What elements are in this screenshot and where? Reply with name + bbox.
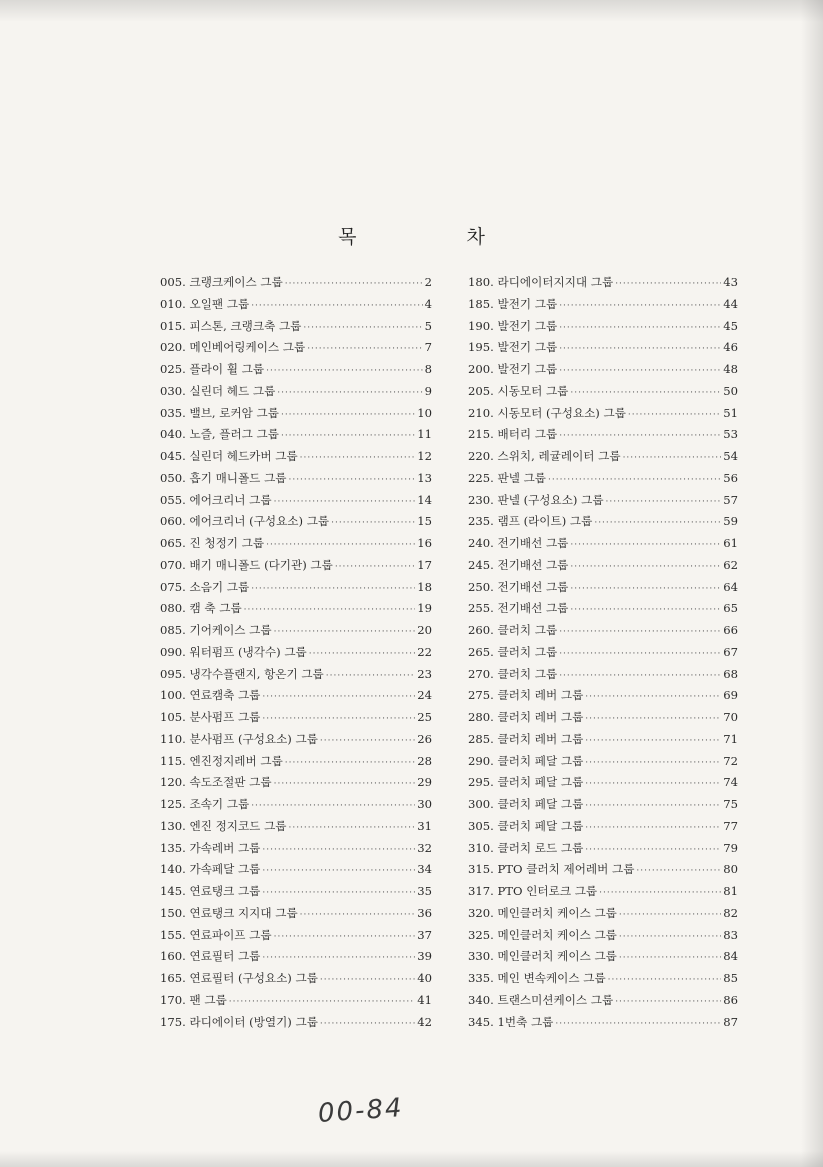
toc-entry xyxy=(160,729,432,751)
toc-entry xyxy=(468,990,738,1012)
toc-entry xyxy=(160,881,432,903)
toc-entry xyxy=(468,424,738,446)
toc-entry-page: 30 xyxy=(417,797,432,811)
toc-entry-page: 42 xyxy=(417,1014,432,1029)
toc-entry-label: 300. 클러치 페달 그룹 xyxy=(468,797,584,811)
toc-entry-page: 32 xyxy=(417,840,432,855)
toc-entry-page: 34 xyxy=(417,862,432,877)
handwritten-note: 00-84 xyxy=(317,1093,405,1129)
toc-entry-label: 215. 배터리 그룹 xyxy=(468,427,558,442)
toc-entry-page: 20 xyxy=(417,623,432,637)
toc-entry-label: 265. 클러치 그룹 xyxy=(468,644,558,659)
toc-entry-page: 77 xyxy=(723,818,738,833)
toc-entry xyxy=(468,316,738,338)
toc-entry xyxy=(468,925,738,947)
dot-leader xyxy=(262,861,415,883)
toc-entry-page: 70 xyxy=(723,710,738,724)
toc-entry-page: 72 xyxy=(723,753,738,768)
dot-leader xyxy=(262,883,415,905)
toc-entry-page: 64 xyxy=(723,579,738,594)
dot-leader xyxy=(619,927,721,949)
dot-leader xyxy=(559,296,721,318)
toc-entry xyxy=(160,685,432,707)
toc-entry-label: 155. 연료파이프 그룹 xyxy=(160,927,272,942)
toc-entry-label: 225. 판넬 그룹 xyxy=(468,470,546,485)
toc-entry xyxy=(468,468,738,490)
toc-entry-page: 10 xyxy=(417,405,432,420)
toc-entry xyxy=(160,772,432,794)
dot-leader xyxy=(559,644,721,666)
toc-entry xyxy=(160,555,432,577)
toc-entry-label: 255. 전기배선 그룹 xyxy=(468,601,569,616)
dot-leader xyxy=(274,927,416,949)
toc-entry-page: 84 xyxy=(723,949,738,964)
toc-entry xyxy=(160,990,432,1012)
toc-entry xyxy=(468,881,738,903)
toc-entry-label: 140. 가속페달 그룹 xyxy=(160,862,261,877)
toc-entry-page: 28 xyxy=(417,753,432,768)
toc-entry xyxy=(468,685,738,707)
toc-entry xyxy=(468,859,738,881)
toc-entry xyxy=(160,403,432,425)
dot-leader xyxy=(555,1014,721,1036)
dot-leader xyxy=(262,948,415,970)
toc-entry-page: 15 xyxy=(417,514,432,529)
toc-entry xyxy=(468,359,738,381)
toc-entry-label: 270. 클러치 그룹 xyxy=(468,666,558,681)
toc-entry-label: 310. 클러치 로드 그룹 xyxy=(468,840,584,855)
dot-leader xyxy=(274,774,416,796)
toc-entry xyxy=(468,838,738,860)
toc-entry-page: 26 xyxy=(417,731,432,746)
toc-entry-page: 5 xyxy=(424,318,432,333)
toc-entry xyxy=(160,490,432,512)
toc-entry-page: 18 xyxy=(417,579,432,594)
toc-entry xyxy=(468,272,738,294)
toc-entry-label: 135. 가속레버 그룹 xyxy=(160,840,261,855)
toc-entry-page: 71 xyxy=(723,731,738,746)
toc-entry xyxy=(468,729,738,751)
toc-entry-label: 025. 플라이 휠 그룹 xyxy=(160,362,265,376)
dot-leader xyxy=(300,448,416,470)
toc-entry-page: 19 xyxy=(417,601,432,616)
dot-leader xyxy=(559,339,721,361)
toc-entry-label: 195. 발전기 그룹 xyxy=(468,340,558,355)
toc-entry xyxy=(160,664,432,686)
dot-leader xyxy=(266,361,423,383)
toc-entry-label: 240. 전기배선 그룹 xyxy=(468,536,569,550)
toc-entry-label: 090. 워터펌프 (냉각수) 그룹 xyxy=(160,644,307,659)
toc-entry-page: 82 xyxy=(723,905,738,920)
toc-entry-label: 145. 연료탱크 그룹 xyxy=(160,884,261,898)
toc-entry-page: 7 xyxy=(424,340,432,355)
dot-leader xyxy=(559,318,721,340)
toc-entry-page: 2 xyxy=(424,275,432,289)
dot-leader xyxy=(262,687,415,709)
toc-entry xyxy=(468,664,738,686)
toc-entry-label: 015. 피스톤, 크랭크축 그룹 xyxy=(160,318,302,333)
toc-entry-label: 010. 오일팬 그룹 xyxy=(160,296,250,311)
toc-entry xyxy=(468,946,738,968)
toc-entry-label: 305. 클러치 페달 그룹 xyxy=(468,818,584,833)
toc-entry-label: 200. 발전기 그룹 xyxy=(468,362,558,376)
dot-leader xyxy=(570,535,721,557)
dot-leader xyxy=(585,687,721,709)
toc-entry-page: 61 xyxy=(723,536,738,550)
dot-leader xyxy=(585,774,721,796)
toc-entry xyxy=(468,1012,738,1034)
toc-entry xyxy=(468,968,738,990)
dot-leader xyxy=(244,600,416,622)
scan-shadow-top xyxy=(0,0,823,22)
toc-entry-label: 285. 클러치 레버 그룹 xyxy=(468,731,584,746)
toc-entry xyxy=(468,403,738,425)
dot-leader xyxy=(606,492,722,514)
toc-entry xyxy=(468,511,738,533)
toc-entry-label: 175. 라디에이터 (방열기) 그룹 xyxy=(160,1014,318,1029)
dot-leader xyxy=(281,405,415,427)
toc-entry-label: 160. 연료필터 그룹 xyxy=(160,949,261,964)
toc-entry-page: 13 xyxy=(417,470,432,485)
toc-entry-page: 24 xyxy=(417,688,432,703)
toc-entry-label: 210. 시동모터 (구성요소) 그룹 xyxy=(468,405,626,420)
toc-entry xyxy=(160,707,432,729)
toc-entry-label: 070. 배기 매니폴드 (다기관) 그룹 xyxy=(160,557,333,572)
toc-entry xyxy=(468,446,738,468)
toc-entry-page: 9 xyxy=(424,383,432,398)
toc-entry xyxy=(468,707,738,729)
dot-leader xyxy=(288,818,415,840)
toc-entry-page: 74 xyxy=(723,775,738,790)
dot-leader xyxy=(266,535,415,557)
toc-entry-label: 050. 흡기 매니폴드 그룹 xyxy=(160,470,287,485)
toc-entry-page: 54 xyxy=(723,449,738,463)
toc-entry-label: 250. 전기배선 그룹 xyxy=(468,579,569,594)
dot-leader xyxy=(320,970,415,992)
dot-leader xyxy=(615,992,721,1014)
toc-entry-page: 37 xyxy=(417,927,432,942)
dot-leader xyxy=(570,579,721,601)
dot-leader xyxy=(615,274,721,296)
dot-leader xyxy=(585,753,721,775)
toc-entry-page: 68 xyxy=(723,666,738,681)
dot-leader xyxy=(277,383,422,405)
toc-entry-page: 69 xyxy=(723,688,738,703)
toc-entry-label: 230. 판넬 (구성요소) 그룹 xyxy=(468,492,604,507)
dot-leader xyxy=(262,709,415,731)
toc-entry-label: 260. 클러치 그룹 xyxy=(468,623,558,637)
toc-entry-label: 125. 조속기 그룹 xyxy=(160,797,250,811)
toc-entry xyxy=(160,533,432,555)
dot-leader xyxy=(559,426,721,448)
toc-entry xyxy=(160,620,432,642)
dot-leader xyxy=(570,600,721,622)
toc-entry-label: 020. 메인베어링케이스 그룹 xyxy=(160,340,306,355)
dot-leader xyxy=(303,318,422,340)
toc-entry-page: 22 xyxy=(417,644,432,659)
toc-entry xyxy=(468,772,738,794)
toc-entry-page: 81 xyxy=(723,884,738,898)
toc-entry-label: 005. 크랭크케이스 그룹 xyxy=(160,275,283,289)
dot-leader xyxy=(619,905,721,927)
toc-entry xyxy=(160,794,432,816)
toc-entry xyxy=(160,859,432,881)
toc-entry-page: 29 xyxy=(417,775,432,790)
toc-entry-page: 39 xyxy=(417,949,432,964)
dot-leader xyxy=(335,557,415,579)
dot-leader xyxy=(594,513,721,535)
toc-entry-label: 080. 캠 축 그룹 xyxy=(160,601,242,616)
toc-entry xyxy=(160,838,432,860)
toc-entry-page: 48 xyxy=(723,362,738,376)
toc-entry-page: 25 xyxy=(417,710,432,724)
toc-entry-page: 67 xyxy=(723,644,738,659)
toc-entry xyxy=(160,577,432,599)
toc-entry-page: 40 xyxy=(417,971,432,985)
toc-entry-label: 290. 클러치 페달 그룹 xyxy=(468,753,584,768)
toc-entry xyxy=(160,446,432,468)
toc-title: 목 차 xyxy=(338,226,537,248)
toc-entry xyxy=(468,490,738,512)
toc-entry-label: 035. 밸브, 로커암 그룹 xyxy=(160,405,279,420)
toc-entry-page: 41 xyxy=(417,992,432,1007)
dot-leader xyxy=(285,274,423,296)
dot-leader xyxy=(274,622,416,644)
toc-entry xyxy=(160,903,432,925)
toc-entry xyxy=(468,337,738,359)
scan-shadow-bottom xyxy=(0,1151,823,1167)
toc-entry xyxy=(160,424,432,446)
toc-entry-page: 80 xyxy=(723,862,738,877)
toc-entry-page: 23 xyxy=(417,666,432,681)
toc-entry-label: 130. 엔진 정지코드 그룹 xyxy=(160,818,287,833)
dot-leader xyxy=(628,405,721,427)
dot-leader xyxy=(320,1014,415,1036)
toc-entry-label: 220. 스위치, 레귤레이터 그룹 xyxy=(468,449,621,463)
toc-entry-page: 51 xyxy=(723,405,738,420)
toc-entry-label: 205. 시동모터 그룹 xyxy=(468,383,569,398)
toc-entry-page: 75 xyxy=(723,797,738,811)
toc-entry-label: 335. 메인 변속케이스 그룹 xyxy=(468,971,606,985)
dot-leader xyxy=(281,426,415,448)
toc-entry-label: 075. 소음기 그룹 xyxy=(160,579,250,594)
toc-entry xyxy=(468,381,738,403)
dot-leader xyxy=(570,557,721,579)
toc-entry-page: 4 xyxy=(424,296,432,311)
toc-entry xyxy=(160,751,432,773)
toc-entry-page: 44 xyxy=(723,296,738,311)
toc-entry-page: 36 xyxy=(417,905,432,920)
toc-entry-label: 040. 노즐, 플러그 그룹 xyxy=(160,427,279,442)
dot-leader xyxy=(251,796,415,818)
toc-entry-label: 325. 메인클러치 케이스 그룹 xyxy=(468,927,617,942)
toc-entry-label: 055. 에어크리너 그룹 xyxy=(160,492,272,507)
toc-entry-page: 8 xyxy=(424,362,432,376)
toc-entry-page: 31 xyxy=(417,818,432,833)
toc-entry xyxy=(160,925,432,947)
dot-leader xyxy=(585,840,721,862)
toc-entry-label: 315. PTO 클러치 제어레버 그룹 xyxy=(468,862,635,877)
toc-entry-page: 43 xyxy=(723,275,738,289)
dot-leader xyxy=(623,448,722,470)
toc-entry-label: 235. 램프 (라이트) 그룹 xyxy=(468,514,593,529)
toc-entry xyxy=(160,316,432,338)
dot-leader xyxy=(251,296,422,318)
toc-entry-page: 53 xyxy=(723,427,738,442)
toc-entry-label: 120. 속도조절판 그룹 xyxy=(160,775,272,790)
toc-entry-page: 46 xyxy=(723,340,738,355)
toc-entry-label: 065. 진 청정기 그룹 xyxy=(160,536,265,550)
dot-leader xyxy=(251,579,415,601)
dot-leader xyxy=(307,339,422,361)
dot-leader xyxy=(300,905,416,927)
dot-leader xyxy=(619,948,721,970)
toc-entry xyxy=(160,337,432,359)
toc-entry-label: 100. 연료캠축 그룹 xyxy=(160,688,261,703)
toc-entry-page: 85 xyxy=(723,971,738,985)
toc-entry xyxy=(468,620,738,642)
dot-leader xyxy=(599,883,721,905)
toc-entry-label: 245. 전기배선 그룹 xyxy=(468,557,569,572)
toc-entry xyxy=(468,598,738,620)
toc-entry xyxy=(468,533,738,555)
toc-entry xyxy=(160,294,432,316)
toc-entry xyxy=(160,946,432,968)
dot-leader xyxy=(331,513,415,535)
toc-right-column xyxy=(468,272,738,1033)
toc-entry xyxy=(160,642,432,664)
toc-entry-label: 320. 메인클러치 케이스 그룹 xyxy=(468,905,617,920)
toc-entry-label: 330. 메인클러치 케이스 그룹 xyxy=(468,949,617,964)
toc-entry xyxy=(160,272,432,294)
toc-entry xyxy=(468,903,738,925)
toc-entry-page: 87 xyxy=(723,1014,738,1029)
toc-entry-label: 150. 연료탱크 지지대 그룹 xyxy=(160,905,298,920)
toc-entry-page: 50 xyxy=(723,383,738,398)
toc-entry-page: 86 xyxy=(723,992,738,1007)
dot-leader xyxy=(585,796,721,818)
toc-entry xyxy=(160,1012,432,1034)
dot-leader xyxy=(229,992,415,1014)
toc-entry xyxy=(160,968,432,990)
toc-entry-page: 16 xyxy=(417,536,432,550)
toc-entry-page: 66 xyxy=(723,623,738,637)
toc-entry-page: 56 xyxy=(723,470,738,485)
dot-leader xyxy=(309,644,416,666)
toc-entry xyxy=(468,794,738,816)
toc-entry-page: 35 xyxy=(417,884,432,898)
dot-leader xyxy=(570,383,721,405)
toc-entry-label: 045. 실린더 헤드카버 그룹 xyxy=(160,449,298,463)
toc-entry-label: 115. 엔진정지레버 그룹 xyxy=(160,753,283,768)
scan-shadow-right xyxy=(801,0,823,1167)
toc-entry-page: 79 xyxy=(723,840,738,855)
toc-entry xyxy=(160,359,432,381)
dot-leader xyxy=(585,709,721,731)
toc-entry xyxy=(160,598,432,620)
dot-leader xyxy=(548,470,721,492)
toc-entry xyxy=(468,577,738,599)
toc-entry-label: 190. 발전기 그룹 xyxy=(468,318,558,333)
toc-entry xyxy=(160,468,432,490)
toc-entry-label: 275. 클러치 레버 그룹 xyxy=(468,688,584,703)
toc-entry-page: 57 xyxy=(723,492,738,507)
toc-entry-label: 180. 라디에이터지지대 그룹 xyxy=(468,275,614,289)
toc-entry-label: 345. 1번축 그룹 xyxy=(468,1014,554,1029)
toc-entry-label: 030. 실린더 헤드 그룹 xyxy=(160,383,276,398)
toc-entry xyxy=(468,751,738,773)
toc-entry-page: 65 xyxy=(723,601,738,616)
toc-entry-page: 45 xyxy=(723,318,738,333)
dot-leader xyxy=(636,861,721,883)
toc-entry-page: 62 xyxy=(723,557,738,572)
toc-entry-page: 83 xyxy=(723,927,738,942)
toc-entry xyxy=(468,816,738,838)
toc-entry-label: 185. 발전기 그룹 xyxy=(468,296,558,311)
dot-leader xyxy=(559,622,721,644)
toc-entry-page: 14 xyxy=(417,492,432,507)
toc-entry-label: 170. 팬 그룹 xyxy=(160,992,227,1007)
toc-entry-label: 095. 냉각수플랜지, 항온기 그룹 xyxy=(160,666,324,681)
toc-entry-page: 12 xyxy=(417,449,432,463)
toc-entry-label: 295. 클러치 페달 그룹 xyxy=(468,775,584,790)
toc-left-column xyxy=(160,272,432,1033)
dot-leader xyxy=(262,840,415,862)
toc-entry-page: 11 xyxy=(417,427,432,442)
dot-leader xyxy=(274,492,416,514)
dot-leader xyxy=(559,361,721,383)
toc-entry xyxy=(160,511,432,533)
toc-entry-page: 17 xyxy=(417,557,432,572)
toc-entry xyxy=(160,816,432,838)
toc-entry-label: 317. PTO 인터로크 그룹 xyxy=(468,884,598,898)
toc-entry-label: 280. 클러치 레버 그룹 xyxy=(468,710,584,724)
toc-entry-page: 59 xyxy=(723,514,738,529)
toc-entry xyxy=(160,381,432,403)
dot-leader xyxy=(320,731,415,753)
dot-leader xyxy=(585,818,721,840)
dot-leader xyxy=(559,666,721,688)
dot-leader xyxy=(326,666,415,688)
toc-entry xyxy=(468,642,738,664)
toc-entry-label: 110. 분사펌프 (구성요소) 그룹 xyxy=(160,731,318,746)
toc-entry-label: 085. 기어케이스 그룹 xyxy=(160,623,272,637)
toc-entry-label: 340. 트랜스미션케이스 그룹 xyxy=(468,992,614,1007)
toc-entry xyxy=(468,294,738,316)
dot-leader xyxy=(608,970,722,992)
toc-entry-label: 105. 분사펌프 그룹 xyxy=(160,710,261,724)
dot-leader xyxy=(585,731,721,753)
toc-entry-label: 165. 연료필터 (구성요소) 그룹 xyxy=(160,971,318,985)
dot-leader xyxy=(285,753,415,775)
toc-entry xyxy=(468,555,738,577)
toc-entry-label: 060. 에어크리너 (구성요소) 그룹 xyxy=(160,514,330,529)
dot-leader xyxy=(288,470,415,492)
